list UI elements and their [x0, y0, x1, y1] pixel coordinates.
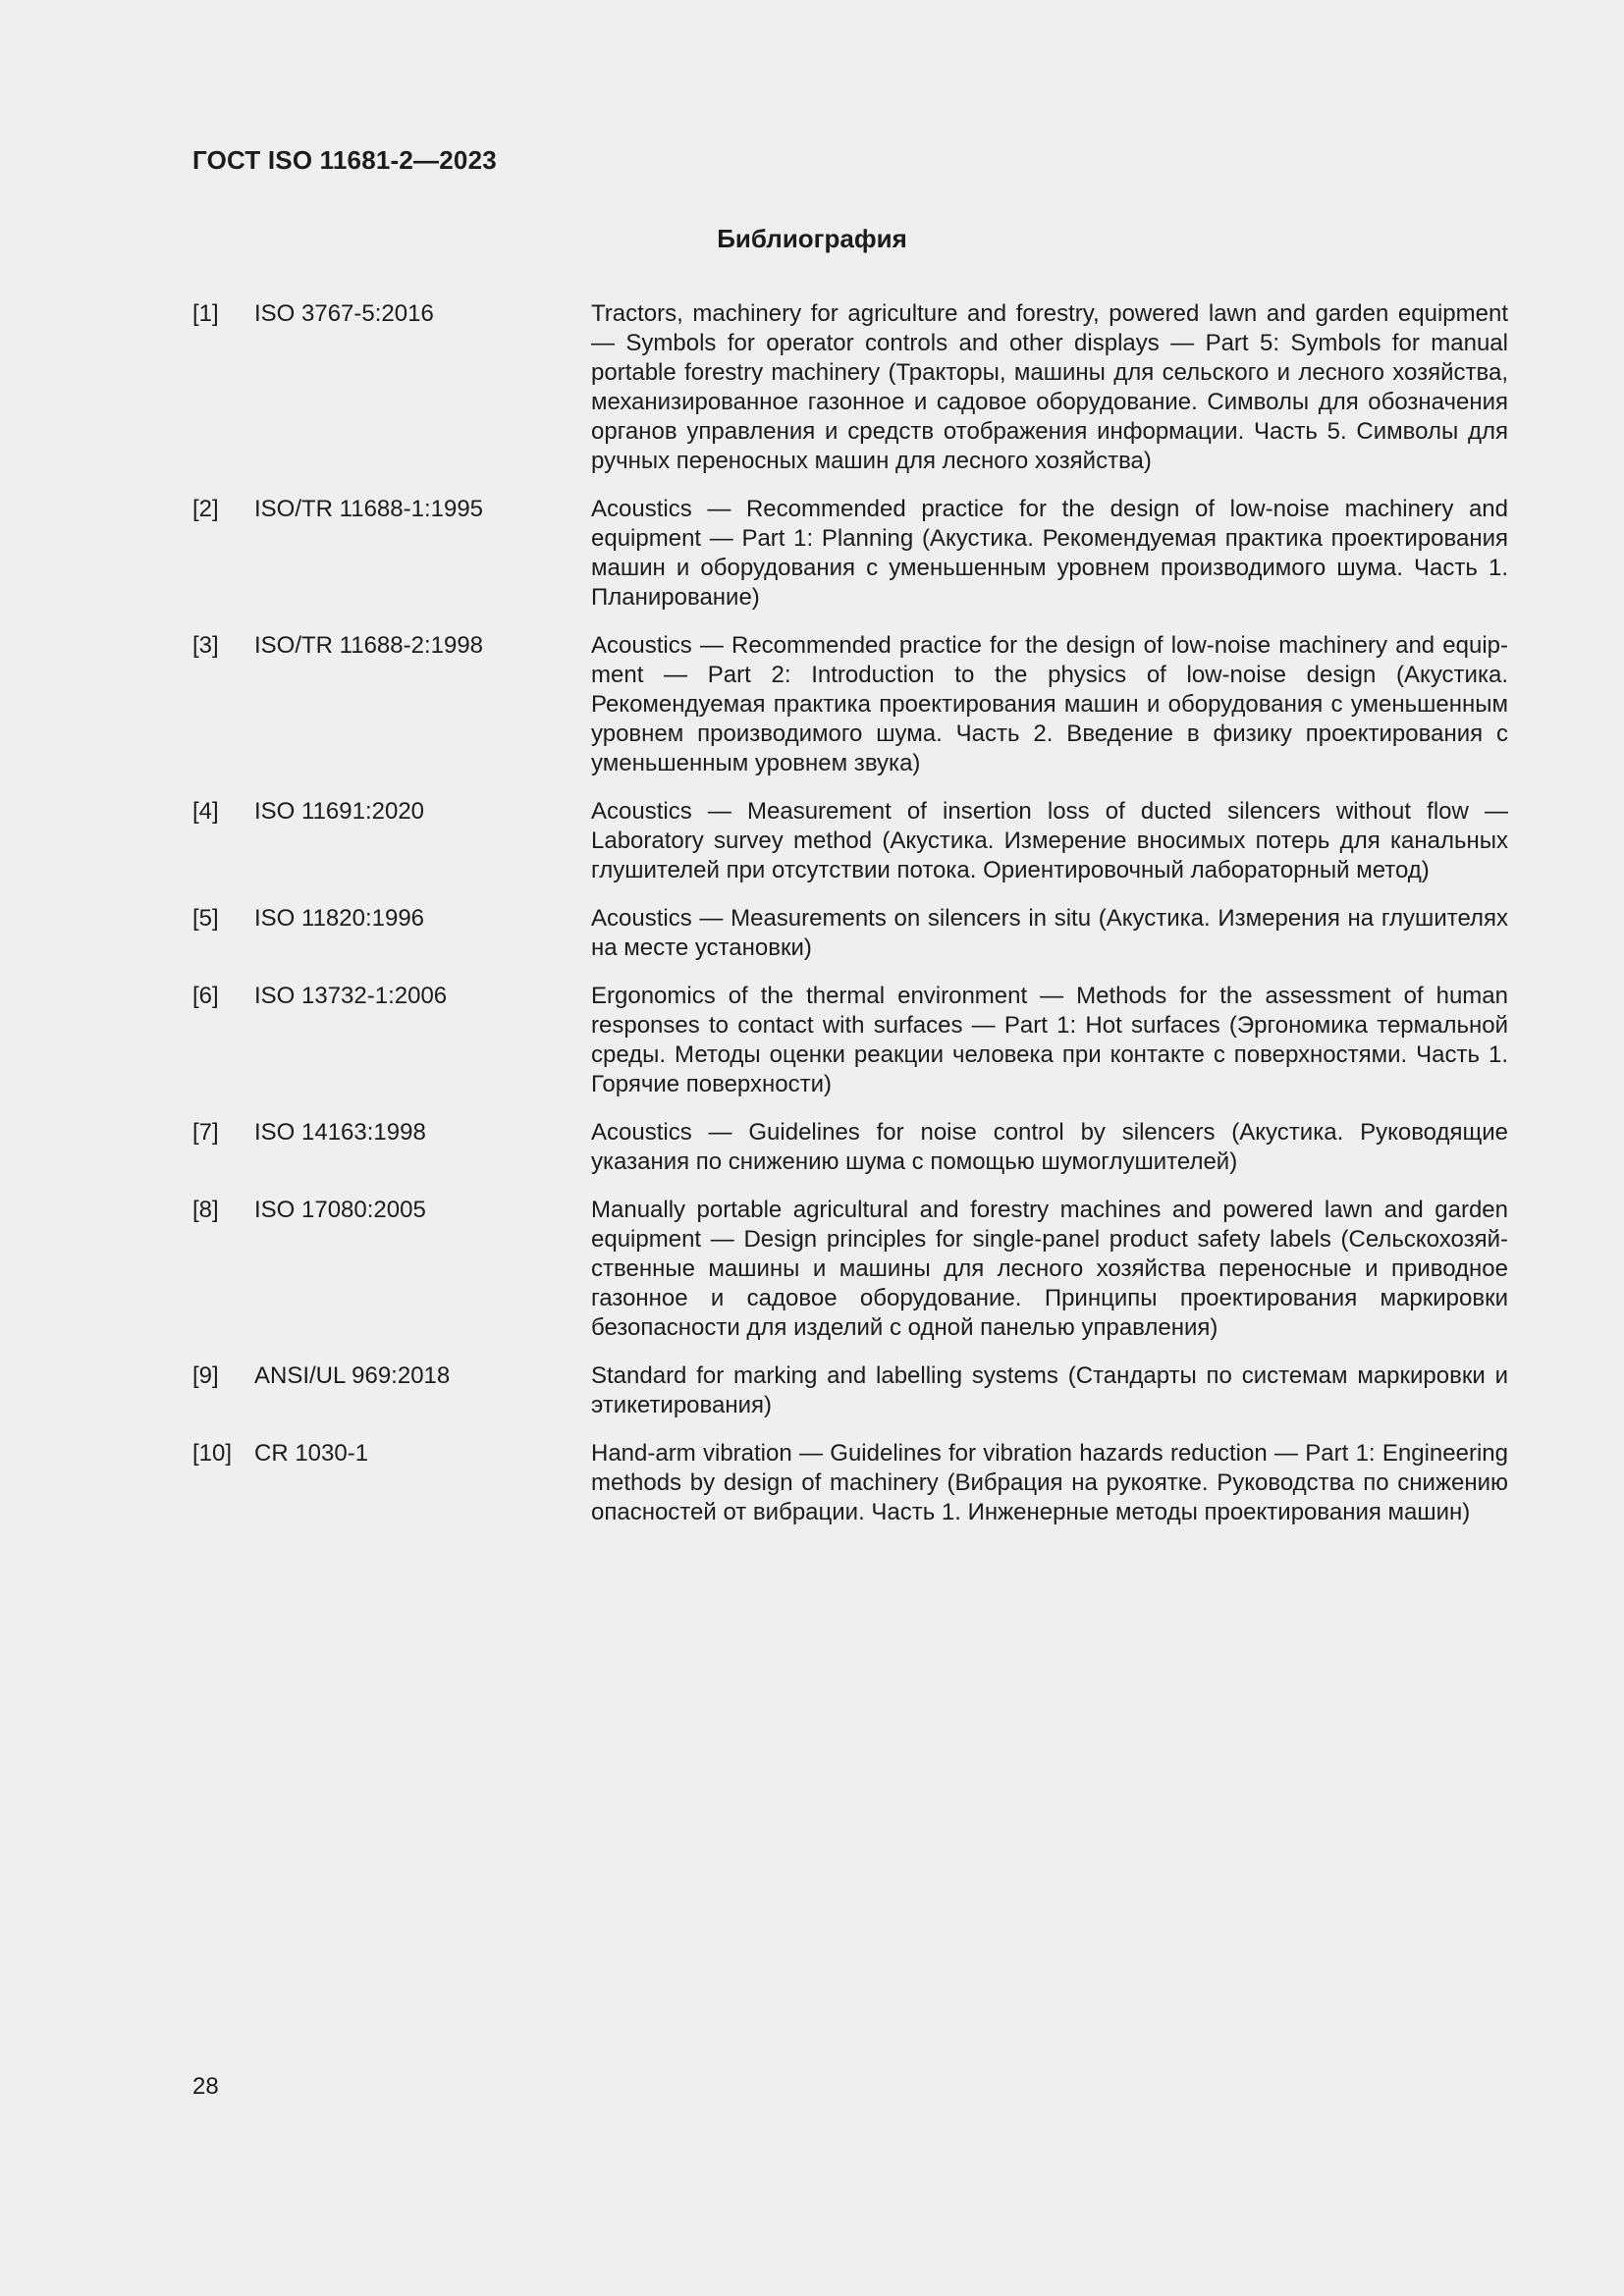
- reference-text: Tractors, machinery for agriculture and forestry, powered lawn and garden equipment — Symbols for operator controls and other displays — Part 5: Symbols for manual portable forestry machinery (Тракторы, машины для сельского и лесного хозяйства, механизированное газонное и садовое оборудование. Символы для обозначения органов управления и средств отображения информации. Часть 5. Символы для ручных переносных машин для лесного хозяйства): [591, 300, 1508, 474]
- document-header: ГОСТ ISO 11681-2—2023: [192, 145, 497, 175]
- reference-code: ISO 13732-1:2006: [254, 983, 448, 1009]
- reference-text: Acoustics — Measurement of insertion loss of ducted silencers without flow — Laboratory survey method (Акустика. Измерение вносимых потерь для канальных глушителей при отсутствии потока. Ориентировочный лабораторный метод): [591, 798, 1508, 883]
- reference-code: ISO 11820:1996: [254, 905, 425, 932]
- reference-code: ISO/TR 11688-2:1998: [254, 632, 484, 659]
- reference-code: ANSI/UL 969:2018: [254, 1362, 451, 1389]
- reference-code: ISO 14163:1998: [254, 1119, 426, 1146]
- reference-text: Acoustics — Measurements on silencers in situ (Акустика. Измерения на глушителях на месте установки): [591, 905, 1508, 961]
- reference-code: ISO 11691:2020: [254, 798, 425, 825]
- reference-number: [1]: [192, 300, 219, 327]
- section-title: Библиография: [717, 224, 907, 253]
- list-item: [192, 982, 1508, 1099]
- list-item: [192, 904, 1508, 963]
- reference-number: [6]: [192, 983, 219, 1009]
- reference-number: [9]: [192, 1362, 219, 1389]
- bibliography-list: [192, 299, 1508, 1546]
- reference-code: ISO 3767-5:2016: [254, 300, 434, 327]
- list-item: [192, 1439, 1508, 1527]
- reference-text: Acoustics — Recommended practice for the design of low-noise machinery and equipment — Part 2: Introduction to the physics of low-noise design (Акустика. Рекомендуемая практика проектирования машин и оборудования с уменьшенным уровнем производимого шума. Часть 2. Введение в физику проектирования с уменьшенным уровнем звука): [591, 632, 1508, 776]
- reference-code: ISO/TR 11688-1:1995: [254, 496, 484, 522]
- reference-text: Standard for marking and labelling systems (Стандарты по системам маркировки и этикетирования): [591, 1362, 1508, 1418]
- reference-number: [8]: [192, 1197, 219, 1223]
- reference-text: Manually portable agricultural and forestry machines and powered lawn and garden equipment — Design principles for single-panel product safety labels (Сельскохозяйственные машины и машины для лесного хозяйства переносные и приводное газонное и садовое оборудование. Принципы проектирования маркировки безопасности для изделий с одной панелью управления): [591, 1197, 1508, 1341]
- list-item: [192, 1196, 1508, 1343]
- reference-text: Acoustics — Recommended practice for the design of low-noise machinery and equipment — Part 1: Planning (Акустика. Рекомендуемая практика проектирования машин и оборудования с уменьшенным уровнем производимого шума. Часть 1. Планирование): [591, 496, 1508, 611]
- reference-text: Hand-arm vibration — Guidelines for vibration hazards reduction — Part 1: Engineering methods by design of machinery (Вибрация на рукоятке. Руководства по снижению опасностей от вибрации. Часть 1. Инженерные методы проектирования машин): [591, 1440, 1508, 1525]
- reference-number: [10]: [192, 1440, 233, 1467]
- reference-number: [2]: [192, 496, 219, 522]
- reference-text: Acoustics — Guidelines for noise control by silencers (Акустика. Руководящие указания по снижению шума с помощью шумоглушителей): [591, 1119, 1508, 1175]
- list-item: [192, 299, 1508, 476]
- reference-number: [7]: [192, 1119, 219, 1146]
- list-item: [192, 631, 1508, 778]
- reference-number: [4]: [192, 798, 219, 825]
- reference-code: ISO 17080:2005: [254, 1197, 426, 1223]
- reference-code: CR 1030-1: [254, 1440, 369, 1467]
- list-item: [192, 1118, 1508, 1177]
- reference-number: [3]: [192, 632, 219, 659]
- reference-number: [5]: [192, 905, 219, 932]
- list-item: [192, 495, 1508, 613]
- page-number: 28: [192, 2073, 219, 2100]
- list-item: [192, 1362, 1508, 1420]
- list-item: [192, 797, 1508, 885]
- reference-text: Ergonomics of the thermal environment — Methods for the assessment of human responses to contact with surfaces — Part 1: Hot surfaces (Эргономика термальной среды. Методы оценки реакции человека при контакте с поверхностями. Часть 1. Горячие поверхности): [591, 983, 1508, 1097]
